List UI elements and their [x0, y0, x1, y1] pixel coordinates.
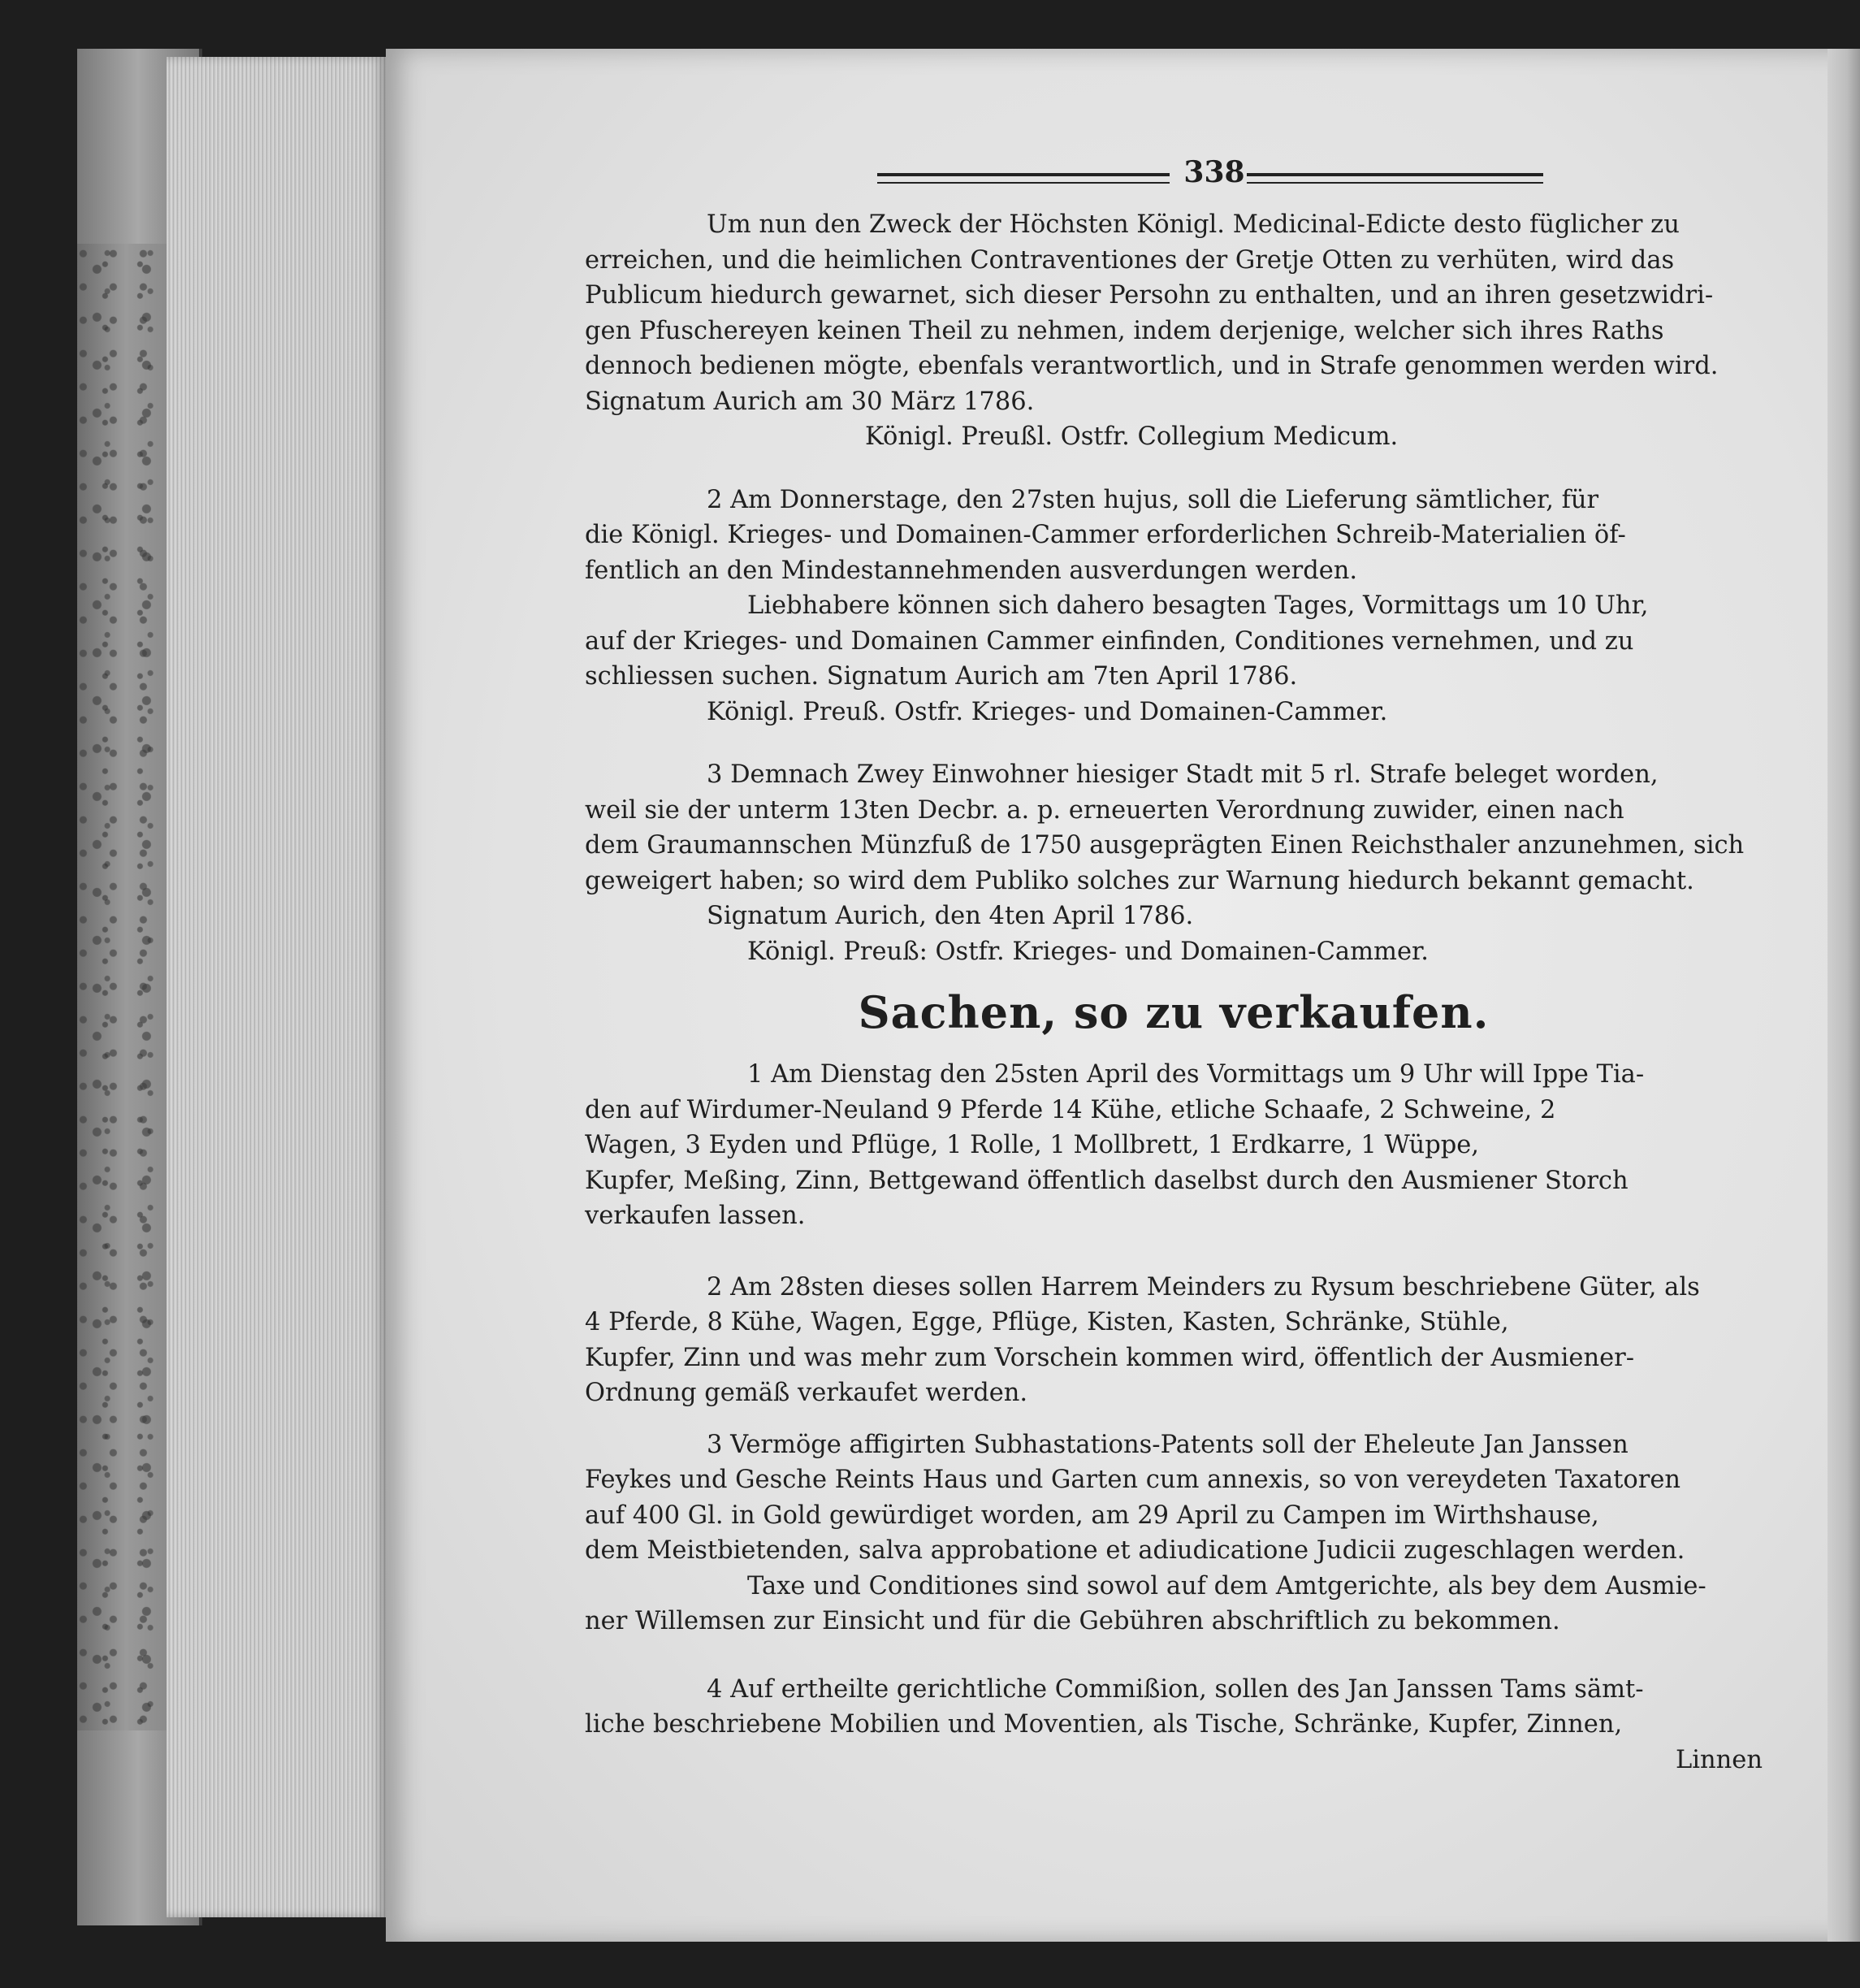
- sale-item-4: [585, 1672, 1763, 1778]
- sale-item-2: [585, 1270, 1763, 1411]
- header-rule-left: [877, 173, 1170, 184]
- text-line: auf 400 Gl. in Gold gewürdiget worden, am 29 April zu Campen im Wirthshause,: [585, 1501, 1599, 1530]
- text-line: 1 Am Dienstag den 25sten April des Vormittags um 9 Uhr will Ippe Tia-: [747, 1060, 1645, 1089]
- page-content: [585, 155, 1763, 1778]
- text-line: 4 Pferde, 8 Kühe, Wagen, Egge, Pflüge, Kisten, Kasten, Schränke, Stühle,: [585, 1308, 1509, 1336]
- text-line: Um nun den Zweck der Höchsten Königl. Medicinal-Edicte desto füglicher zu: [707, 210, 1680, 239]
- text-line: Signatum Aurich am 30 März 1786.: [585, 387, 1035, 416]
- text-line: den auf Wirdumer-Neuland 9 Pferde 14 Kühe, etliche Schaafe, 2 Schweine, 2: [585, 1095, 1556, 1124]
- sale-item-3: [585, 1427, 1763, 1639]
- text-line: 3 Demnach Zwey Einwohner hiesiger Stadt mit 5 rl. Strafe beleget worden,: [707, 760, 1659, 789]
- text-line: schliessen suchen. Signatum Aurich am 7ten April 1786.: [585, 662, 1298, 691]
- text-line: Ordnung gemäß verkaufet werden.: [585, 1379, 1028, 1407]
- text-line: 4 Auf ertheilte gerichtliche Commißion, sollen des Jan Janssen Tams sämt-: [707, 1674, 1644, 1704]
- text-line: dennoch bedienen mögte, ebenfals verantwortlich, und in Strafe genommen werden wird.: [585, 352, 1719, 380]
- text-line: gen Pfuschereyen keinen Theil zu nehmen, indem derjenige, welcher sich ihres Raths: [585, 316, 1664, 345]
- next-page-edge: [1828, 49, 1860, 1942]
- notice-medicinal: [585, 207, 1763, 455]
- signature: Königl. Preußl. Ostfr. Collegium Medicum.: [865, 422, 1399, 451]
- notice-3: [585, 757, 1763, 969]
- text-line: fentlich an den Mindestannehmenden ausverdungen werden.: [585, 556, 1358, 585]
- spacer: [585, 1234, 1763, 1270]
- text-line: Feykes und Gesche Reints Haus und Garten cum annexis, so von vereydeten Taxatoren: [585, 1466, 1681, 1494]
- spacer: [585, 455, 1763, 483]
- page-header: [585, 155, 1763, 207]
- text-line: auf der Krieges- und Domainen Cammer einfinden, Conditiones vernehmen, und zu: [585, 626, 1634, 656]
- spacer: [585, 730, 1763, 757]
- text-line: dem Meistbietenden, salva approbatione et adiudicatione Judicii zugeschlagen werden.: [585, 1536, 1685, 1565]
- text-line: Kupfer, Zinn und was mehr zum Vorschein kommen wird, öffentlich der Ausmiener-: [585, 1343, 1635, 1372]
- text-line: verkaufen lassen.: [585, 1202, 806, 1230]
- text-line: 2 Am Donnerstage, den 27sten hujus, soll die Lieferung sämtlicher, für: [707, 485, 1599, 514]
- text-line: liche beschriebene Mobilien und Moventien, als Tische, Schränke, Kupfer, Zinnen,: [585, 1710, 1623, 1739]
- text-line: Kupfer, Meßing, Zinn, Bettgewand öffentlich daselbst durch den Ausmiener Storch: [585, 1166, 1629, 1195]
- spacer: [585, 1411, 1763, 1427]
- text-line: Publicum hiedurch gewarnet, sich dieser Persohn zu enthalten, und an ihren gesetzwidri-: [585, 281, 1714, 310]
- catchword: Linnen: [1676, 1745, 1763, 1774]
- text-line: erreichen, und die heimlichen Contraventiones der Gretje Otten zu verhüten, wird das: [585, 245, 1675, 275]
- section-heading: Sachen, so zu verkaufen.: [858, 986, 1490, 1038]
- text-line: Taxe und Conditiones sind sowol auf dem Amtgerichte, als bey dem Ausmie-: [747, 1571, 1706, 1600]
- signature: Königl. Preuß. Ostfr. Krieges- und Domainen-Cammer.: [707, 697, 1388, 726]
- page-edges: [167, 57, 386, 1917]
- text-line: geweigert haben; so wird dem Publiko solches zur Warnung hiedurch bekannt gemacht.: [585, 866, 1694, 895]
- text-line: Wagen, 3 Eyden und Pflüge, 1 Rolle, 1 Mollbrett, 1 Erdkarre, 1 Wüppe,: [585, 1131, 1479, 1159]
- text-line: Liebhabere können sich dahero besagten Tages, Vormittags um 10 Uhr,: [747, 591, 1649, 620]
- text-line: 2 Am 28sten dieses sollen Harrem Meinders zu Rysum beschriebene Güter, als: [707, 1272, 1700, 1302]
- text-line: 3 Vermöge affigirten Subhastations-Patents soll der Eheleute Jan Janssen: [707, 1430, 1629, 1459]
- text-line: die Königl. Krieges- und Domainen-Cammer erforderlichen Schreib-Materialien öf-: [585, 521, 1626, 549]
- notice-2: [585, 483, 1763, 730]
- header-rule-right: [1247, 173, 1543, 184]
- date-line: Signatum Aurich, den 4ten April 1786.: [707, 902, 1194, 930]
- spacer: [585, 1639, 1763, 1672]
- text-line: dem Graumannschen Münzfuß de 1750 ausgeprägten Einen Reichsthaler anzunehmen, sich: [585, 831, 1745, 860]
- text-line: weil sie der unterm 13ten Decbr. a. p. erneuerten Verordnung zuwider, einen nach: [585, 795, 1624, 825]
- text-line: ner Willemsen zur Einsicht und für die Gebühren abschriftlich zu bekommen.: [585, 1607, 1560, 1635]
- sale-item-1: [585, 1057, 1763, 1234]
- page-number: 338: [1183, 155, 1245, 189]
- signature: Königl. Preuß: Ostfr. Krieges- und Domainen-Cammer.: [747, 937, 1429, 966]
